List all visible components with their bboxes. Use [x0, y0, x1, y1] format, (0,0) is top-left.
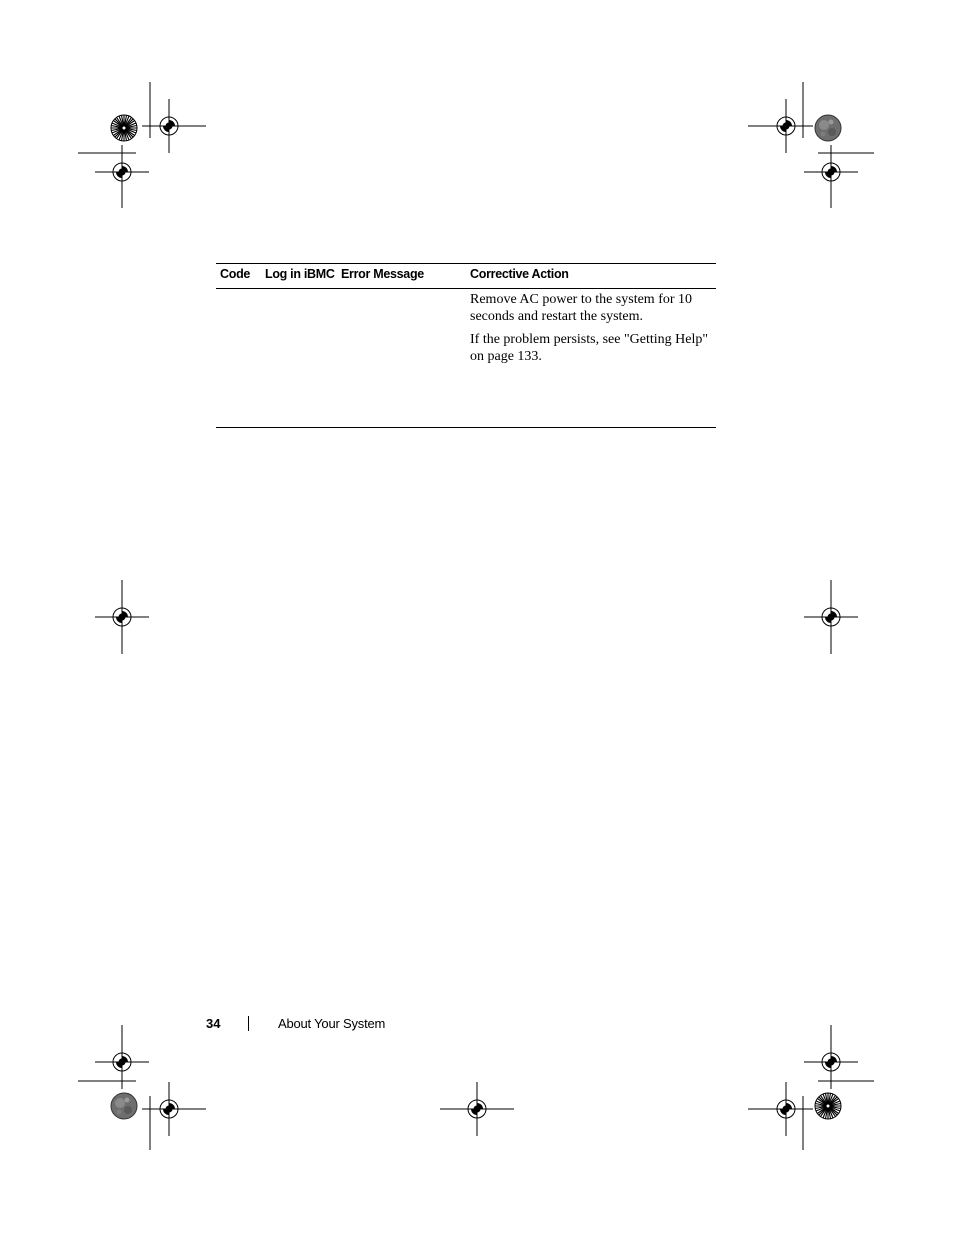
table-header-rule [216, 288, 716, 289]
footer-separator [248, 1016, 249, 1031]
page-number: 34 [206, 1016, 221, 1031]
header-log-in-ibmc: Log in iBMC [265, 267, 335, 281]
corrective-action-text: Remove AC power to the system for 10 seconds and restart the system. [470, 292, 693, 324]
table-top-rule [216, 263, 716, 264]
header-code: Code [220, 267, 251, 281]
corrective-action-text: If the problem persists, see "Getting Help" on page 133. [470, 332, 709, 364]
header-corrective-action: Corrective Action [470, 267, 569, 281]
footer-section-title: About Your System [278, 1016, 386, 1031]
table-row [470, 291, 710, 371]
header-error-message: Error Message [341, 267, 424, 281]
table-bottom-rule [216, 427, 716, 428]
